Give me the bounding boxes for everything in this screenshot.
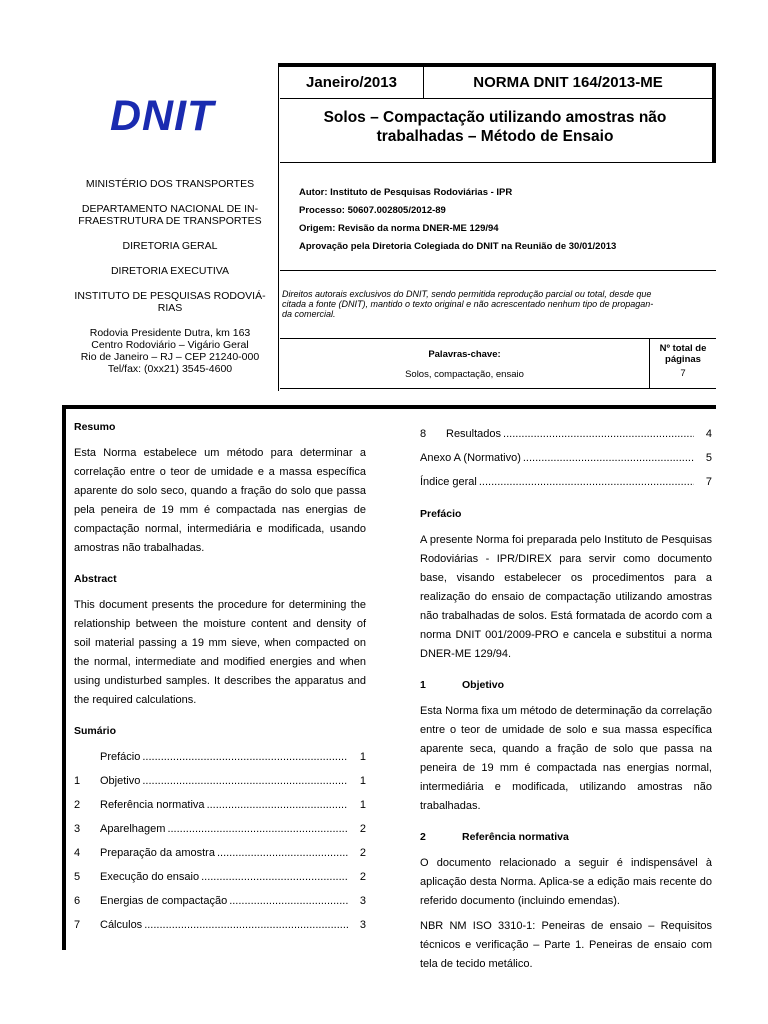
- toc-entry-page: 1: [359, 799, 366, 811]
- table-of-contents-continued: [420, 425, 712, 497]
- prefacio-text: A presente Norma foi preparada pelo Instituto de Pesquisas Rodoviárias - IPR/DIREX para servir como documento base, visando estabelecer os procedimentos para a realização do ensaio de compactação utilizando amostras não trabalhadas de solos. Está formatada de acordo com a norma DNIT 001/2009-PRO e cancela e substitui a norma DNER-ME 129/94.: [420, 534, 712, 660]
- toc-entry-number: 2: [74, 799, 81, 811]
- address-phone: Tel/fax: (0xx21) 3545-4600: [107, 363, 233, 375]
- toc-entry-number: 3: [74, 823, 81, 835]
- right-column: [420, 425, 712, 986]
- toc-leader-dots: [479, 473, 694, 492]
- toc-entry-number: 1: [74, 775, 81, 787]
- page-count-value: 7: [680, 368, 686, 379]
- toc-leader-dots: [201, 868, 348, 887]
- norma-code: NORMA DNIT 164/2013-ME: [424, 67, 712, 99]
- referencia-nbr: NBR NM ISO 3310-1: Peneiras de ensaio – Requisitos técnicos e verificação – Parte 1. Peneiras de ensaio com tela de tecido metálico.: [420, 920, 712, 970]
- divider: [280, 270, 716, 271]
- toc-entry-page: 2: [359, 823, 366, 835]
- department: [70, 203, 270, 227]
- document-metadata: [299, 184, 709, 256]
- toc-entry: [74, 796, 366, 820]
- toc-leader-dots: [167, 820, 348, 839]
- toc-entry: [74, 820, 366, 844]
- toc-entry-title: Referência normativa: [100, 799, 205, 811]
- resumo-heading: Resumo: [74, 421, 116, 433]
- toc-entry-number: 5: [74, 871, 81, 883]
- page-count-cell: [650, 338, 716, 388]
- toc-entry-number: 7: [74, 919, 81, 931]
- toc-leader-dots: [217, 844, 348, 863]
- toc-entry-page: 7: [705, 476, 712, 488]
- toc-entry-number: 6: [74, 895, 81, 907]
- toc-leader-dots: [523, 449, 694, 468]
- toc-entry-page: 1: [359, 775, 366, 787]
- abstract-heading: Abstract: [74, 573, 117, 585]
- toc-entry: [74, 748, 366, 772]
- keywords-value: Solos, compactação, ensaio: [405, 369, 524, 380]
- divider: [280, 388, 716, 389]
- toc-entry-page: 1: [359, 751, 366, 763]
- keywords-cell: [280, 338, 650, 388]
- origem: Origem: Revisão da norma DNER-ME 129/94: [299, 223, 499, 234]
- address: [70, 327, 270, 375]
- processo: Processo: 50607.002805/2012-89: [299, 205, 446, 216]
- section-number: 2: [420, 831, 426, 843]
- diretoria-geral: DIRETORIA GERAL: [122, 240, 218, 252]
- copyright-line-1: Direitos autorais exclusivos do DNIT, sendo permitida reprodução parcial ou total, desde que: [282, 289, 652, 299]
- toc-entry-title: Aparelhagem: [100, 823, 166, 835]
- toc-entry-title: Índice geral: [420, 476, 477, 488]
- toc-entry: [74, 892, 366, 916]
- document-title-line-2: trabalhadas – Método de Ensaio: [376, 128, 614, 145]
- toc-entry-title: Cálculos: [100, 919, 143, 931]
- toc-entry-title: Resultados: [446, 428, 502, 440]
- toc-entry-page: 2: [359, 871, 366, 883]
- referencia-heading: [420, 828, 712, 847]
- page-count-label: [650, 343, 716, 365]
- institute: [70, 290, 270, 314]
- page-count-label-line-1: Nº total de: [659, 343, 707, 354]
- prefacio-heading: Prefácio: [420, 508, 462, 520]
- department-line-1: DEPARTAMENTO NACIONAL DE IN-: [81, 203, 259, 215]
- sumario-heading: Sumário: [74, 725, 117, 737]
- toc-entry-title: Preparação da amostra: [100, 847, 215, 859]
- toc-entry-title: Execução do ensaio: [100, 871, 200, 883]
- copyright-notice: [282, 289, 714, 319]
- toc-entry-number: 4: [74, 847, 81, 859]
- address-line-1: Rodovia Presidente Dutra, km 163: [89, 327, 251, 339]
- section-number: 1: [420, 679, 426, 691]
- issue-date: Janeiro/2013: [280, 67, 424, 99]
- keywords-label: Palavras-chave:: [428, 349, 501, 360]
- autor: Autor: Instituto de Pesquisas Rodoviárias - IPR: [299, 187, 513, 198]
- divider: [280, 162, 716, 163]
- toc-entry: [420, 473, 712, 497]
- section-title: Referência normativa: [462, 831, 569, 843]
- toc-entry: [420, 449, 712, 473]
- address-line-3: Rio de Janeiro – RJ – CEP 21240-000: [80, 351, 260, 363]
- objetivo-text: Esta Norma fixa um método de determinação da correlação entre o teor de umidade de solo e sua massa específica aparente seca, quando a fração de solo que passa na peneira de 19 mm é compactada nas energias normal, intermediária e modificada, utilizando amostras não trabalhadas.: [420, 705, 712, 812]
- header-right-rule: [712, 63, 716, 163]
- section-title: Objetivo: [462, 679, 505, 691]
- body-top-rule: [62, 405, 716, 409]
- body-left-rule: [62, 405, 66, 950]
- toc-entry-page: 3: [359, 895, 366, 907]
- document-title-line-1: Solos – Compactação utilizando amostras não: [323, 109, 667, 126]
- toc-entry-title: Energias de compactação: [100, 895, 228, 907]
- document-title: [285, 108, 705, 146]
- toc-entry: [74, 868, 366, 892]
- toc-entry: [74, 844, 366, 868]
- aprovacao: Aprovação pela Diretoria Colegiada do DNIT na Reunião de 30/01/2013: [299, 241, 617, 252]
- toc-entry-title: Anexo A (Normativo): [420, 452, 521, 464]
- dnit-logo: DNIT: [110, 92, 215, 140]
- page-count-label-line-2: páginas: [665, 354, 701, 365]
- toc-entry-title: Prefácio: [100, 751, 141, 763]
- toc-leader-dots: [229, 892, 348, 911]
- toc-entry-page: 2: [359, 847, 366, 859]
- toc-leader-dots: [142, 748, 348, 767]
- issuer-info: [70, 178, 270, 375]
- copyright-line-3: da comercial.: [282, 309, 336, 319]
- toc-entry-page: 4: [705, 428, 712, 440]
- toc-leader-dots: [142, 772, 348, 791]
- toc-leader-dots: [503, 425, 694, 444]
- toc-entry: [420, 425, 712, 449]
- toc-entry-number: 8: [420, 428, 427, 440]
- resumo-text: Esta Norma estabelece um método para determinar a correlação entre o teor de umidade e a massa específica aparente do solo seco, quando a fração do solo que passa pela peneira de 19 mm é compactada nas energias de compactação normal, intermediária e modificada, usando amostras não trabalhadas.: [74, 447, 366, 554]
- toc-entry: [74, 772, 366, 796]
- ministry: MINISTÉRIO DOS TRANSPORTES: [85, 178, 255, 190]
- department-line-2: FRAESTRUTURA DE TRANSPORTES: [78, 215, 262, 227]
- referencia-text: O documento relacionado a seguir é indispensável à aplicação desta Norma. Aplica-se a edição mais recente do referido documento (incluindo emendas).: [420, 857, 712, 907]
- copyright-line-2: citada a fonte (DNIT), mantido o texto original e não acrescentado nenhum tipo de propagan-: [282, 299, 654, 309]
- toc-entry-page: 5: [705, 452, 712, 464]
- toc-entry: [74, 916, 366, 940]
- diretoria-executiva: DIRETORIA EXECUTIVA: [110, 265, 230, 277]
- table-of-contents: [74, 748, 366, 940]
- institute-line-1: INSTITUTO DE PESQUISAS RODOVIÁ-: [74, 290, 266, 302]
- toc-leader-dots: [144, 916, 348, 935]
- toc-leader-dots: [207, 796, 348, 815]
- toc-entry-title: Objetivo: [100, 775, 141, 787]
- abstract-text: This document presents the procedure for determining the relationship between the moisture content and density of soil material passing a 19 mm sieve, when compacted on the normal, intermediate and modified energies and when using undisturbed samples. It describes the apparatus and the required calculations.: [74, 599, 366, 706]
- toc-entry-page: 3: [359, 919, 366, 931]
- institute-line-2: RIAS: [157, 302, 183, 314]
- objetivo-heading: [420, 676, 712, 695]
- left-column: [74, 418, 366, 940]
- address-line-2: Centro Rodoviário – Vigário Geral: [91, 339, 249, 351]
